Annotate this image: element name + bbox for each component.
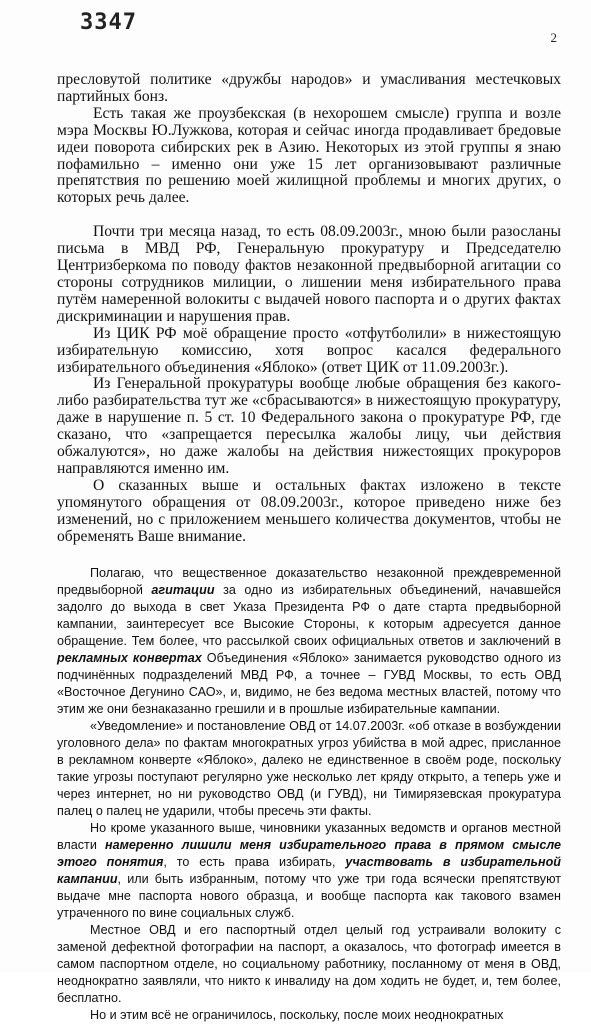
quoted-paragraph [57,820,561,922]
quoted-paragraph: Местное ОВД и его паспортный отдел целый год устраивали волокиту с заменой дефектной фотографии на паспорт, а оказалось, что фотограф имеется в самом паспортном отделе, но социальному работнику, посланному от меня в ОВД, неоднократно заявляли, что никто к инвалиду на дом ходить не будет, и, тем более, бесплатно. [57,923,561,1006]
document-stamp-number: 3347 [80,10,137,35]
emphasis-text: агитации [151,583,215,598]
paragraph: Из ЦИК РФ моё обращение просто «отфутболили» в нижестоящую избирательную комиссию, хотя вопрос касался федерального избирательного объединения «Яблоко» (ответ ЦИК от 11.09.2003г.). [57,324,561,376]
quoted-paragraph: Но и этим всё не ограничилось, поскольку, после моих неоднократных [90,1008,504,1023]
text-run: за одно из избирательных объединений, начавшейся задолго до выхода в свет Указа Президента РФ о дате старта предвыборной кампании, заинтересует все Высокие Стороны, к которым адресуется данное обращение. Тем более, что рассылкой своих официальных ответов и заключений в [57,583,561,649]
letter-section [57,72,561,545]
text-run: , то есть права избирать, [163,855,346,870]
letter-body [57,72,561,1024]
paragraph-continued: пресловутой политике «дружбы народов» и умасливания местечковых партийных бонз. [57,71,561,105]
emphasis-text: намеренно лишили меня избирательного права в прямом смысле этого понятия [57,838,561,870]
paragraph: Из Генеральной прокуратуры вообще любые обращения без какого-либо разбирательства тут же «сбрасываются» в нижестоящую прокуратуру, даже в нарушение п. 5 ст. 10 Федерального закона о прокуратуре РФ, где сказано, что «запрещается пересылка жалобы лицу, чьи действия обжалуются», но даже жалобы на действия нижестоящих прокуроров направляются именно им. [57,375,561,477]
text-run: Полагаю, что вещественное доказательство незаконной преждевременной предвыборной [57,566,561,598]
emphasis-text: рекламных конвертах [57,651,202,666]
paragraph: О сказанных выше и остальных фактах изложено в тексте упомянутого обращения от 08.09.2003г., которое приведено ниже без изменений, но с приложением меньшего количества документов, чтобы не обременять Ваше внимание. [57,476,561,545]
emphasis-text: участвовать в избирательной кампании [57,855,561,887]
paragraph: Почти три месяца назад, то есть 08.09.2003г., мною были разосланы письма в МВД РФ, Генеральную прокуратуру и Председателю Центризберкома по поводу фактов незаконной предвыборной агитации со стороны сотрудников милиции, о лишении меня избирательного права путём намеренной волокиты с выдачей нового паспорта и о других фактах дискриминации и нарушения прав. [57,223,561,325]
quoted-appeal-section [57,565,561,1024]
page-number: 2 [550,30,557,45]
text-run: Объединения «Яблоко» занимается руководство одного из подчинённых подразделений МВД РФ, а точнее – ГУВД Москвы, то есть ОВД «Восточное Дегунино САО», и, видимо, не без ведома местных властей, потому что этим же они безнаказанно грешили и в прошлые избирательные кампании. [57,651,561,717]
text-run: Но кроме указанного выше, чиновники указанных ведомств и органов местной власти [57,821,561,853]
quoted-paragraph: «Уведомление» и постановление ОВД от 14.07.2003г. «об отказе в возбуждении уголовного дела» по фактам многократных угроз убийства в мой адрес, присланное в рекламном конверте «Яблоко», далеко не единственное в своём роде, поскольку такие угрозы поступают регулярно уже несколько лет кряду открыто, а теперь уже и через интернет, но ни руководство ОВД (и ГУВД), ни Тимирязевская прокуратура палец о палец не ударили, чтобы пресечь эти факты. [57,719,561,819]
quoted-paragraph [57,565,561,718]
text-run: , или быть избранным, потому что уже три года всячески препятствуют выдаче мне паспорта нового образца, и вообще паспорта как такового взамен утраченного по вине социальных служб. [57,872,561,921]
paragraph: Есть такая же проузбекская (в нехорошем смысле) группа и возле мэра Москвы Ю.Лужкова, которая и сейчас иногда продавливает бредовые идеи поворота сибирских рек в Азию. Некоторых из этой группы я знаю пофамильно – именно они уже 15 лет организовывают различные препятствия по решению моей жилищной проблемы и многих других, о которых речь далее. [57,104,561,207]
